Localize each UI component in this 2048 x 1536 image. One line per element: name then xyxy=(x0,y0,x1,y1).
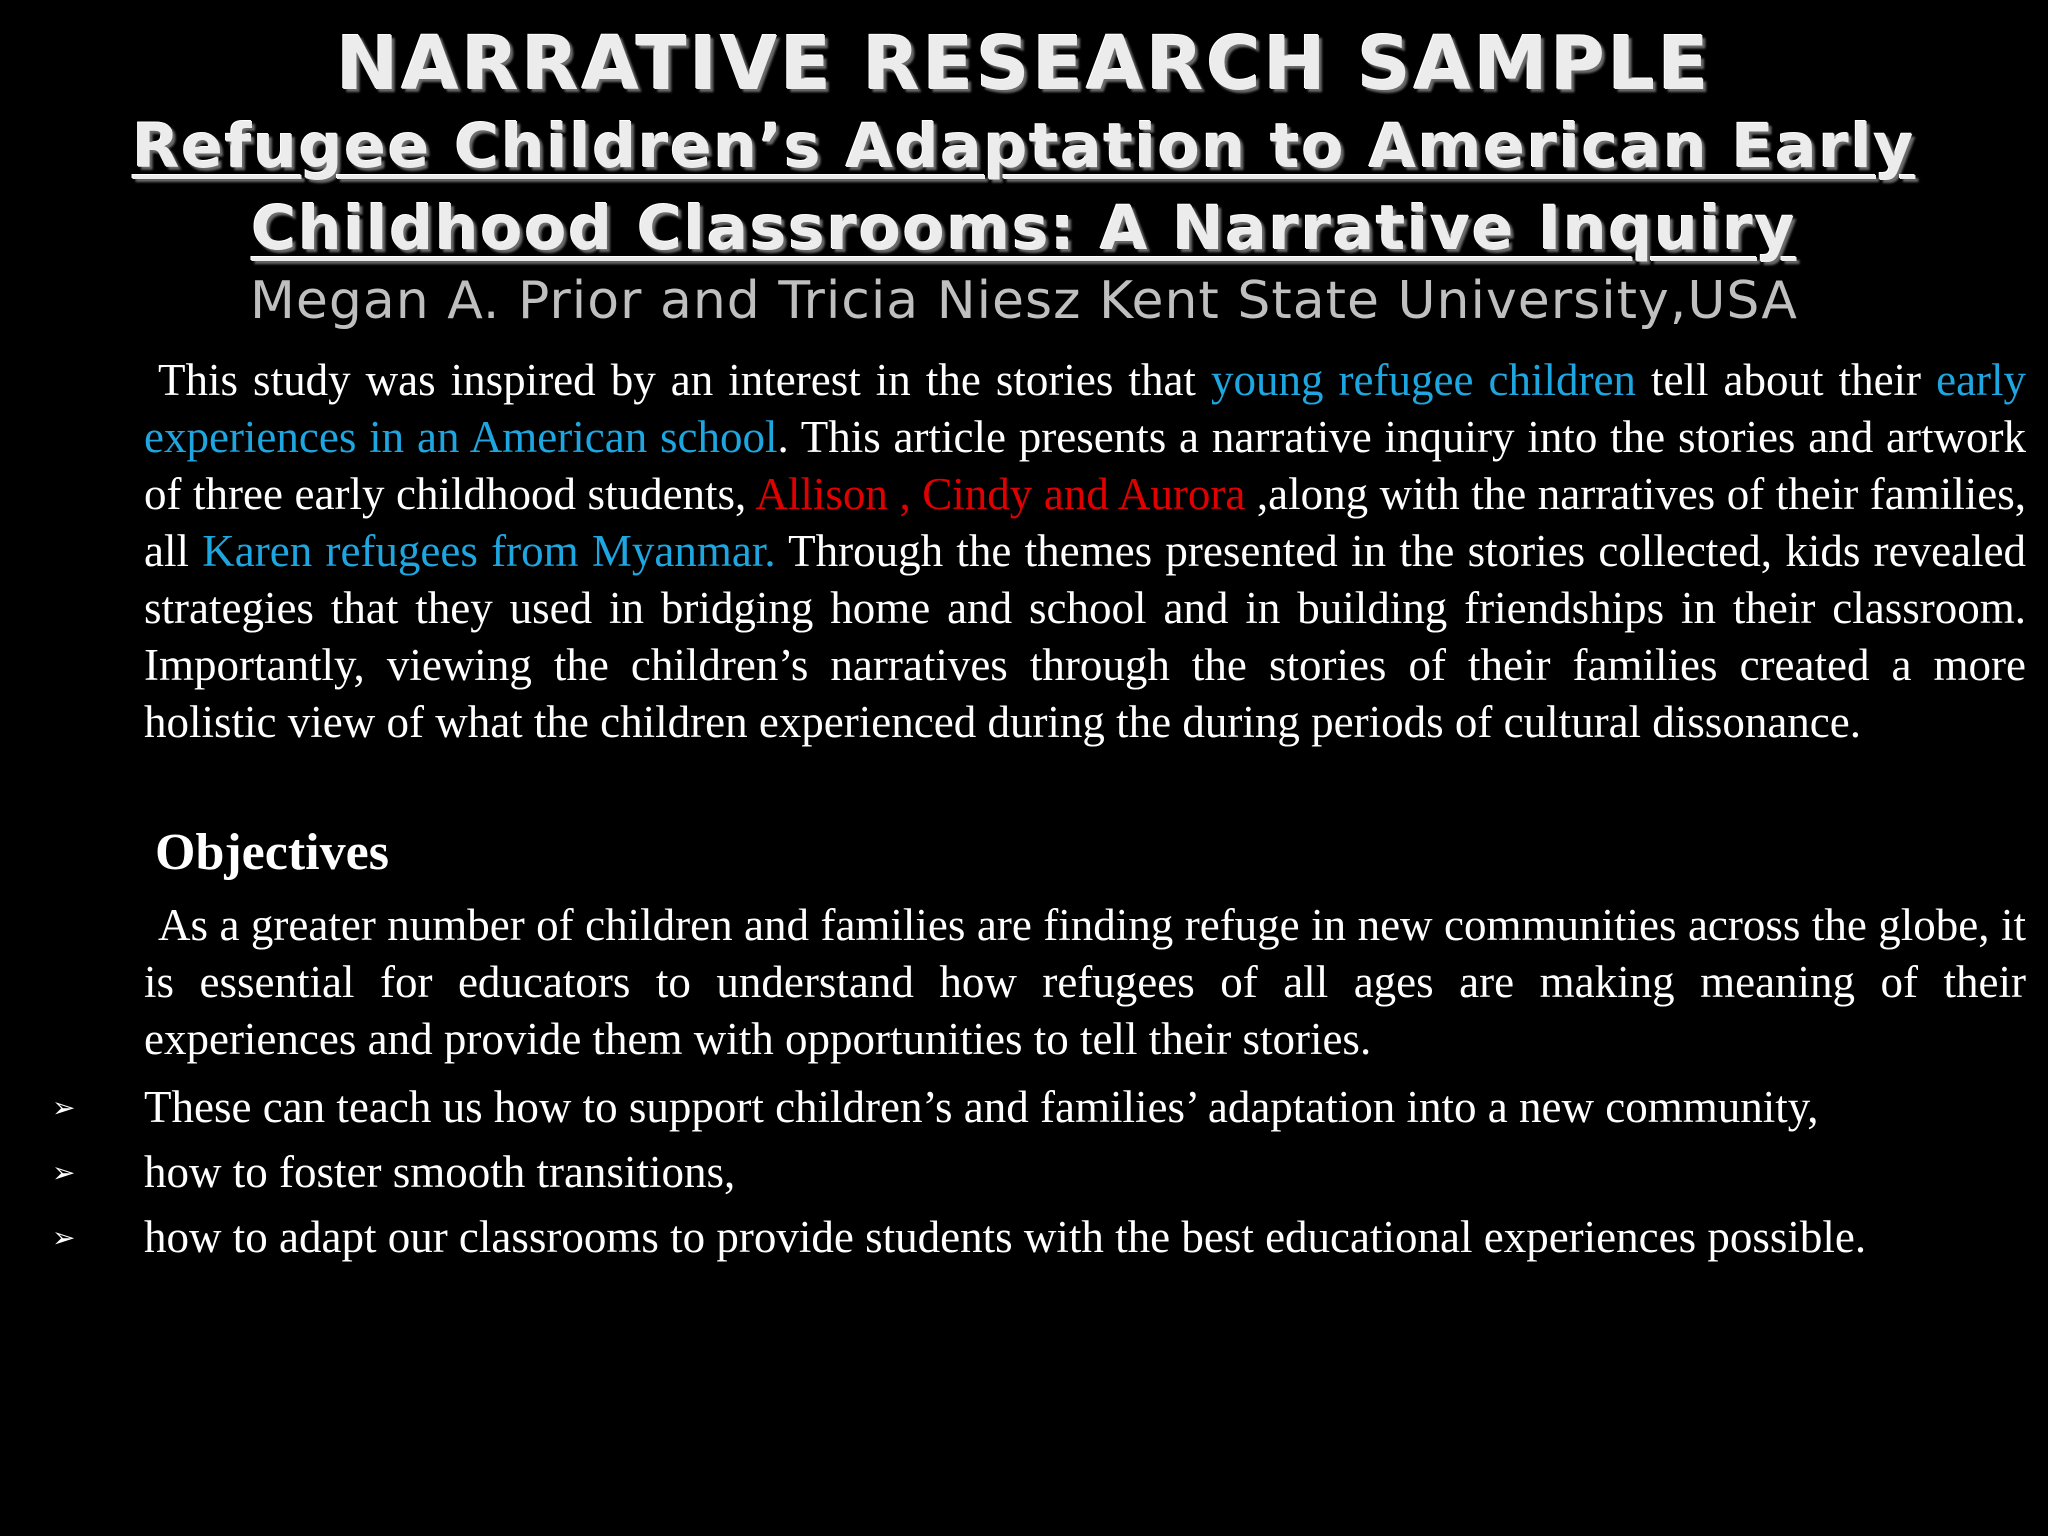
bullet-text: These can teach us how to support children’s and families’ adaptation into a new community, xyxy=(144,1082,1819,1132)
objectives-heading: Objectives xyxy=(155,824,389,881)
abstract-text-2: tell about their xyxy=(1635,355,1937,405)
abstract-text-1: This study was inspired by an interest in the stories that xyxy=(158,355,1211,405)
slide-header xyxy=(0,22,2048,332)
arrow-bullet-icon: ➢ xyxy=(52,1221,76,1254)
abstract-text-5: Through the themes presented in the stories collected, kids revealed strategies that they used in bridging home and school and in building friendships in their classroom. Importantly, viewing the children’s narratives through the stories of their families created a more holistic view of what the children experienced during the during periods of cultural dissonance. xyxy=(144,526,2026,747)
slide-title: NARRATIVE RESEARCH SAMPLE xyxy=(336,21,1712,107)
highlight-student-names: Allison , Cindy and Aurora xyxy=(755,469,1246,519)
paper-authors: Megan A. Prior and Tricia Niesz Kent State University,USA xyxy=(250,271,1798,331)
highlight-young-refugee-children: young refugee children xyxy=(1210,355,1636,405)
paper-title-line-1: Refugee Children’s Adaptation to American Early xyxy=(132,111,1916,182)
bullet-text: how to foster smooth transitions, xyxy=(144,1147,736,1197)
abstract-text-4: ,along with the narratives of their families, all xyxy=(144,469,2027,576)
bullet-text: how to adapt our classrooms to provide students with the best educational experiences possible. xyxy=(144,1212,1867,1262)
objectives-intro: As a greater number of children and families are finding refuge in new communities across the globe, it is essential for educators to understand how refugees of all ages are making meaning of their experiences and provide them with opportunities to tell their stories. xyxy=(144,900,2026,1064)
abstract-paragraph xyxy=(144,352,2026,751)
bullet-item xyxy=(0,1144,2026,1201)
paper-title-line-2: Childhood Classrooms: A Narrative Inquiry xyxy=(251,193,1797,264)
objectives-bullet-list xyxy=(0,1079,2026,1274)
bullet-item xyxy=(0,1209,2026,1266)
arrow-bullet-icon: ➢ xyxy=(52,1156,76,1189)
objectives-paragraph xyxy=(144,897,2026,1068)
abstract-text-3: . This article presents a narrative inquiry into the stories and artwork of three early childhood students, xyxy=(144,412,2026,519)
highlight-early-experiences: early experiences in an American school xyxy=(144,355,2027,462)
bullet-item xyxy=(0,1079,2026,1136)
arrow-bullet-icon: ➢ xyxy=(52,1091,76,1124)
highlight-karen-refugees: Karen refugees from Myanmar. xyxy=(202,526,776,576)
